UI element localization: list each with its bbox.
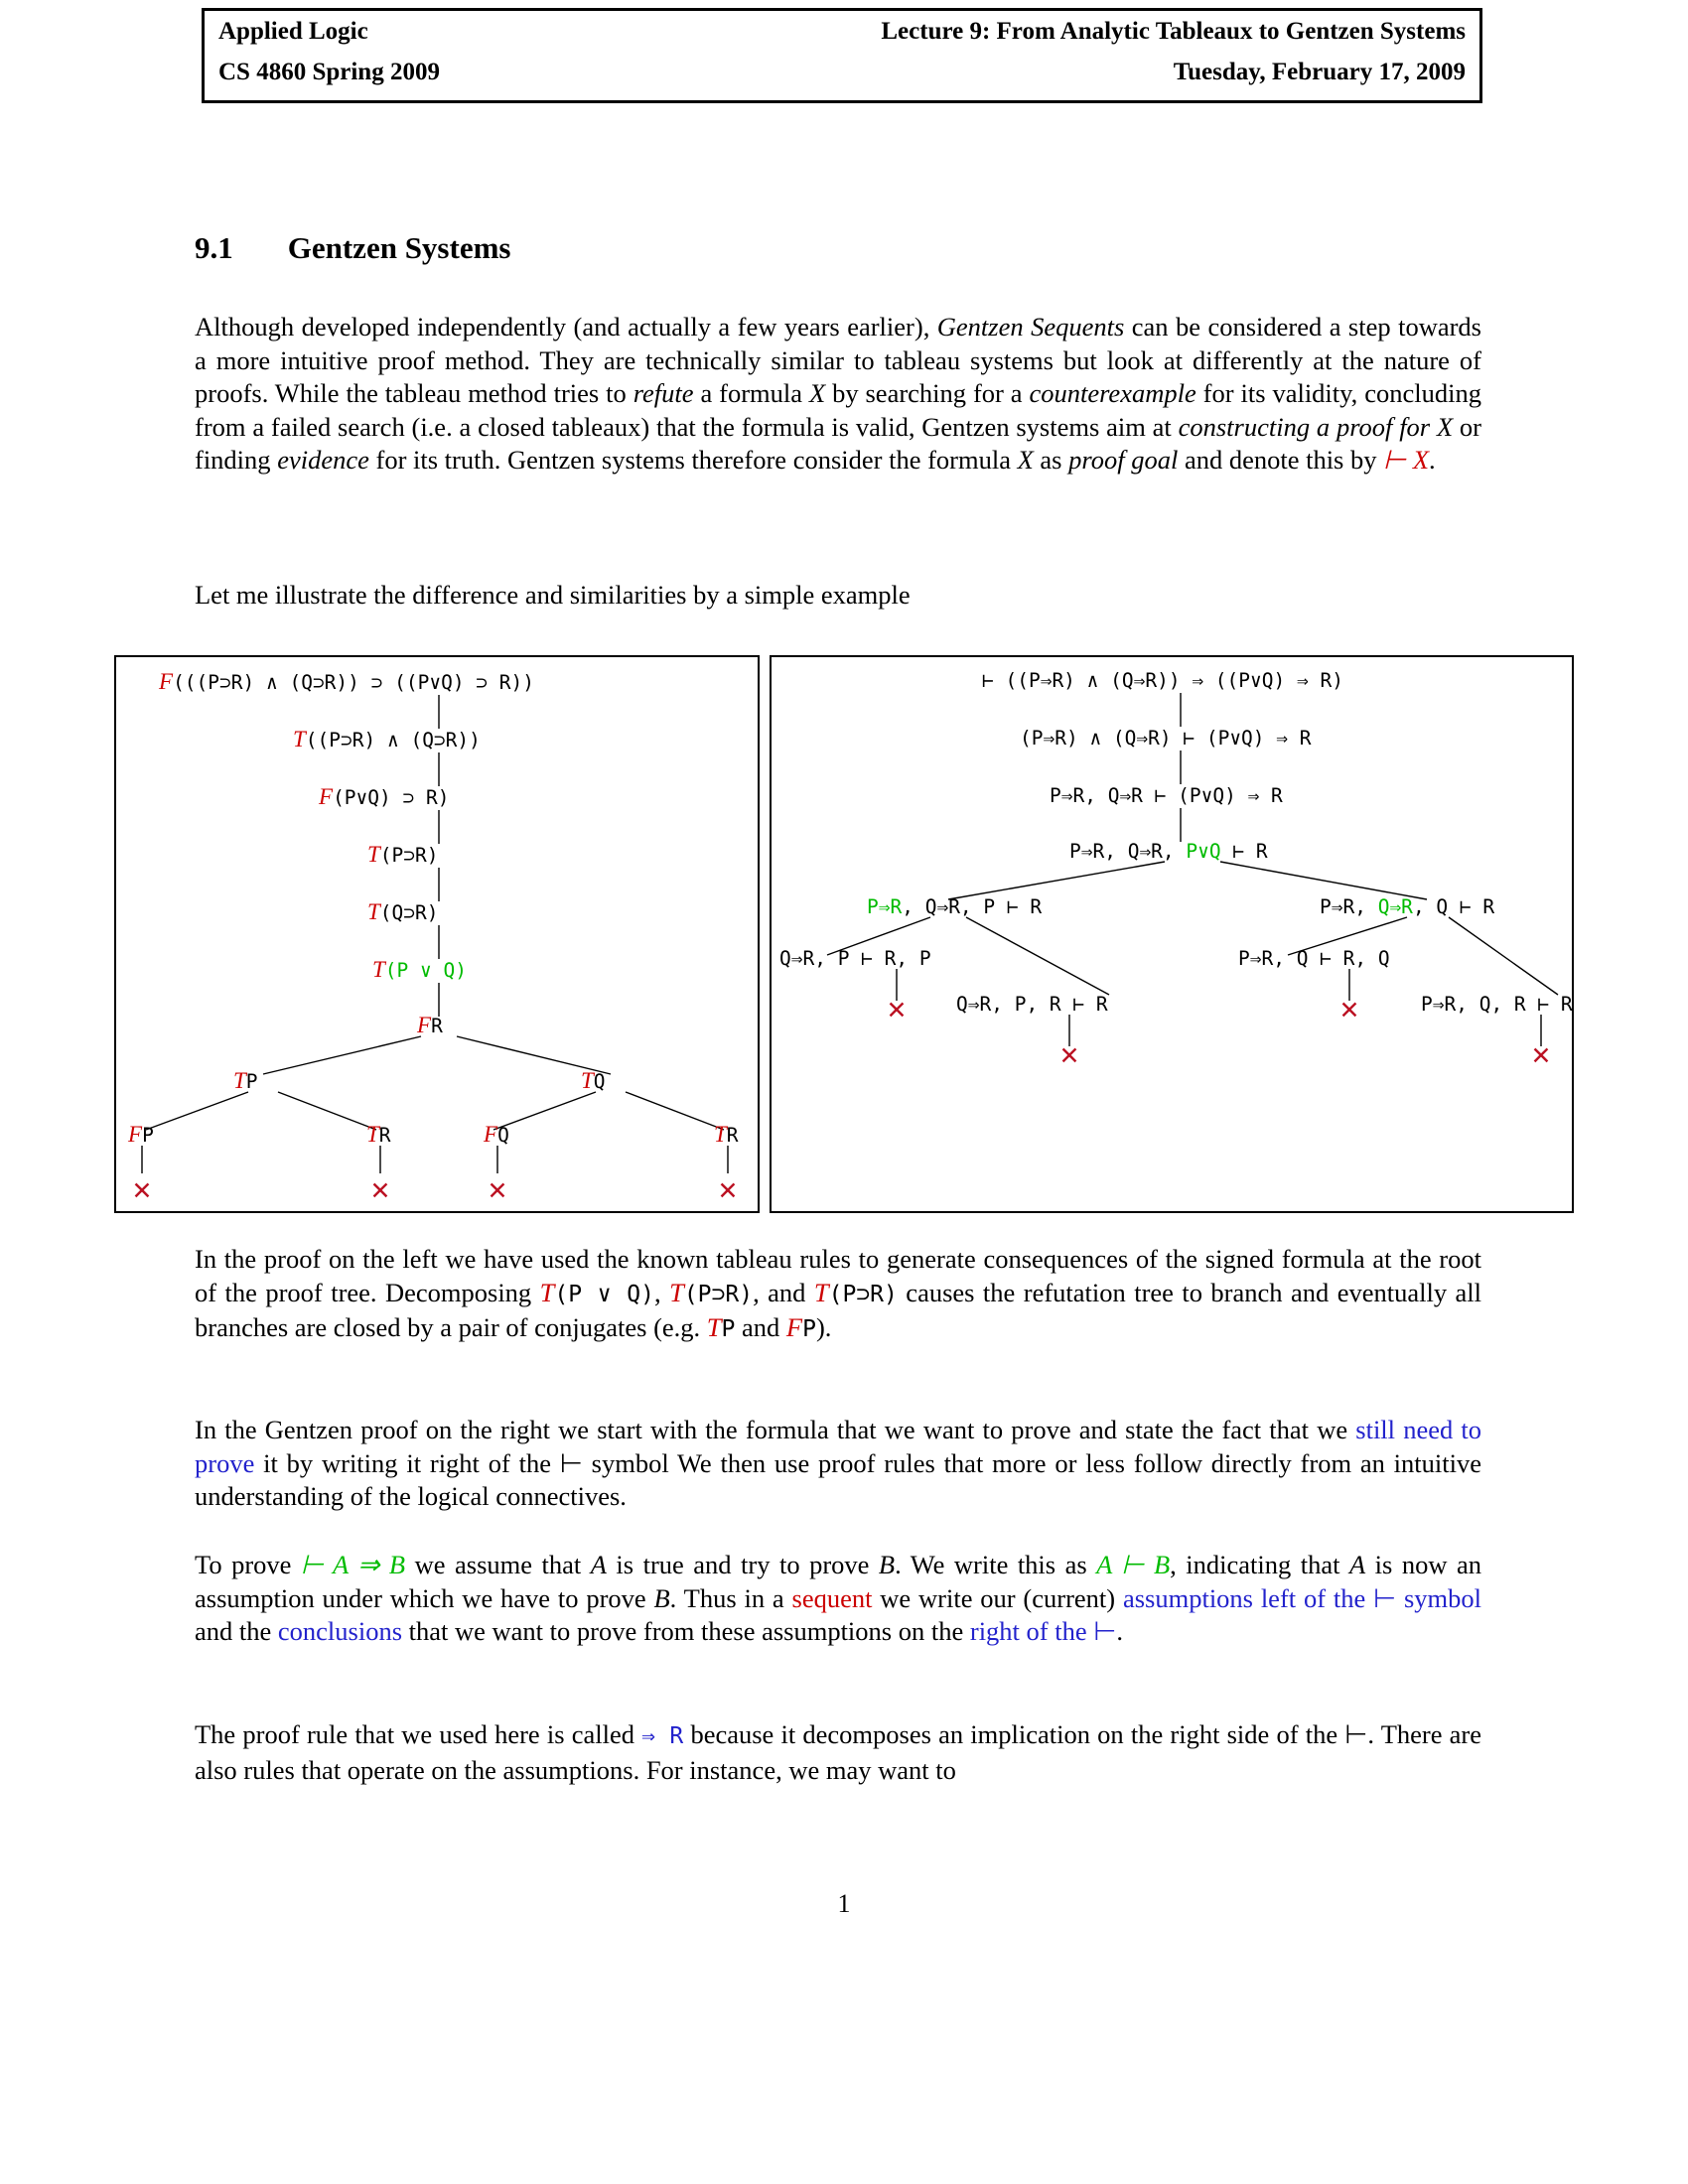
tableau-node: FR bbox=[417, 1013, 443, 1037]
page-number: 1 bbox=[837, 1889, 851, 1918]
tableau-node: FQ bbox=[484, 1122, 509, 1147]
tableau-node: F(((P⊃R) ∧ (Q⊃R)) ⊃ ((P∨Q) ⊃ R)) bbox=[159, 669, 535, 694]
text-run: , and bbox=[753, 1277, 814, 1307]
math-var-x: X bbox=[808, 378, 826, 408]
header-row-top bbox=[205, 11, 1479, 53]
text-run: for its truth. Gentzen systems therefore consider the formula bbox=[368, 445, 1018, 475]
math-var-b: B bbox=[878, 1550, 896, 1579]
tableau-node: TR bbox=[366, 1122, 391, 1147]
gentzen-node: Q⇒R, P ⊢ R, P bbox=[779, 947, 931, 970]
text-run: is true and try to prove bbox=[606, 1550, 879, 1579]
highlight-sequent: sequent bbox=[791, 1582, 873, 1613]
text-run: . We write this as bbox=[895, 1550, 1097, 1579]
tableau-node: F(P∨Q) ⊃ R) bbox=[319, 784, 450, 809]
text-run: that we want to prove from these assumptions on the bbox=[402, 1616, 970, 1646]
sign-T: T bbox=[813, 1277, 829, 1307]
closed-branch-icon: ✕ bbox=[1338, 996, 1360, 1024]
lecture-title: Lecture 9: From Analytic Tableaux to Gentzen Systems bbox=[881, 18, 1466, 45]
tableau-svg bbox=[116, 657, 762, 1215]
text-run: causes the refutation tree to branch and eventually all branches are closed by a pair of conjugates (e.g. bbox=[195, 1277, 1482, 1342]
text-run: In the proof on the left we have used the known tableau rules to generate consequences of the signed formula at the root of the proof tree. Decomposing bbox=[195, 1244, 1481, 1307]
math-var-x: X bbox=[1436, 411, 1454, 442]
header-row-bottom bbox=[205, 53, 1479, 92]
text-run: and bbox=[735, 1312, 786, 1342]
gentzen-node: (P⇒R) ∧ (Q⇒R) ⊢ (P∨Q) ⇒ R bbox=[1020, 727, 1312, 750]
text-run: , indicating that bbox=[1170, 1550, 1349, 1579]
text-run bbox=[1430, 412, 1437, 442]
tableau-node: TP bbox=[233, 1068, 258, 1093]
closed-branch-icon: ✕ bbox=[1058, 1041, 1080, 1070]
math-seq-a-proves-b: A ⊢ B bbox=[1096, 1550, 1171, 1579]
gentzen-node: P⇒R, Q⇒R ⊢ (P∨Q) ⇒ R bbox=[1050, 784, 1283, 807]
text-run: and the bbox=[195, 1616, 278, 1646]
course-name: Applied Logic bbox=[218, 18, 368, 45]
text-run: . Thus in a bbox=[669, 1582, 792, 1613]
gentzen-node: ⊢ ((P⇒R) ∧ (Q⇒R)) ⇒ ((P∨Q) ⇒ R) bbox=[982, 669, 1343, 692]
formula-pvq: (P ∨ Q) bbox=[554, 1281, 654, 1307]
text-run: In the Gentzen proof on the right we start with the formula that we want to prove and state the fact that we bbox=[195, 1415, 1356, 1444]
closed-branch-icon: ✕ bbox=[717, 1176, 739, 1205]
highlight-assumptions-left: assumptions left of the ⊢ symbol bbox=[1122, 1582, 1482, 1613]
tableau-node: T((P⊃R) ∧ (Q⊃R)) bbox=[293, 727, 481, 751]
math-var-x: X bbox=[1017, 445, 1034, 475]
lecture-date: Tuesday, February 17, 2009 bbox=[1173, 59, 1466, 85]
text-run: a formula bbox=[693, 378, 809, 408]
highlight-right-of-turnstile: right of the ⊢ bbox=[969, 1616, 1117, 1646]
emph-proof-goal: proof goal bbox=[1068, 445, 1179, 475]
text-run: because it decomposes an implication on the right side of the ⊢. There are also rules that operate on the assumptions. For instance, we may want to bbox=[195, 1719, 1482, 1785]
text-run: ). bbox=[815, 1312, 832, 1342]
rule-name-implies-right: ⇒ R bbox=[641, 1723, 684, 1749]
section-number: 9.1 bbox=[195, 230, 233, 265]
gentzen-node: P⇒R, Q⇒R, Q ⊢ R bbox=[1320, 895, 1495, 918]
math-var-a: A bbox=[590, 1550, 607, 1579]
emph-gentzen-sequents: Gentzen Sequents bbox=[936, 312, 1125, 341]
text-run: as bbox=[1033, 445, 1069, 475]
formula-p: P bbox=[721, 1316, 736, 1342]
tableau-node: FP bbox=[128, 1122, 154, 1147]
text-run: for its validity, concluding from a failed search (i.e. a closed tableaux) that the formula is valid, Gentzen systems aim at bbox=[195, 378, 1481, 442]
course-code-term: CS 4860 Spring 2009 bbox=[218, 59, 440, 85]
paragraph-illustrate: Let me illustrate the difference and similarities by a simple example bbox=[195, 580, 911, 610]
proof-comparison-figure bbox=[114, 655, 1574, 1213]
gentzen-node: P⇒R, Q⇒R, P ⊢ R bbox=[867, 895, 1043, 918]
text-run: . bbox=[1429, 445, 1436, 475]
paragraph-proof-rule bbox=[195, 1718, 1481, 1787]
formula-pir: (P⊃R) bbox=[683, 1281, 754, 1307]
emph-evidence: evidence bbox=[277, 445, 369, 475]
closed-branch-icon: ✕ bbox=[886, 996, 908, 1024]
closed-branch-icon: ✕ bbox=[369, 1176, 391, 1205]
section-heading bbox=[195, 230, 510, 266]
formula-p: P bbox=[802, 1316, 816, 1342]
text-run: The proof rule that we used here is called bbox=[195, 1719, 642, 1749]
formula-pir: (P⊃R) bbox=[828, 1281, 898, 1307]
gentzen-node: Q⇒R, P, R ⊢ R bbox=[956, 993, 1108, 1016]
emph-refute: refute bbox=[633, 378, 694, 408]
gentzen-node: P⇒R, Q ⊢ R, Q bbox=[1238, 947, 1390, 970]
text-run: it by writing it right of the ⊢ symbol We then use proof rules that more or less follow directly from an intuitive understanding of the logical connectives. bbox=[195, 1447, 1481, 1511]
text-run: is now an assumption under which we have to prove bbox=[195, 1550, 1481, 1613]
math-var-b: B bbox=[653, 1582, 670, 1613]
text-run: by searching for a bbox=[825, 378, 1030, 408]
text-run: and denote this by bbox=[1178, 445, 1384, 475]
highlight-conclusions: conclusions bbox=[277, 1616, 403, 1646]
emph-counterexample: counterexample bbox=[1029, 378, 1196, 408]
sign-T: T bbox=[539, 1277, 555, 1307]
sign-F: F bbox=[785, 1312, 803, 1342]
gentzen-node: P⇒R, Q, R ⊢ R bbox=[1421, 993, 1573, 1016]
text-run: we write our (current) bbox=[872, 1582, 1123, 1613]
lecture-header-box bbox=[202, 8, 1482, 103]
tableau-proof-panel bbox=[114, 655, 760, 1213]
closed-branch-icon: ✕ bbox=[1530, 1041, 1552, 1070]
paragraph-intro bbox=[195, 311, 1481, 478]
sign-T: T bbox=[706, 1312, 722, 1342]
gentzen-proof-panel bbox=[770, 655, 1574, 1213]
gentzen-node: P⇒R, Q⇒R, P∨Q ⊢ R bbox=[1069, 840, 1268, 863]
tableau-node: T(Q⊃R) bbox=[367, 899, 439, 924]
text-run: , bbox=[653, 1277, 670, 1307]
gentzen-svg bbox=[772, 657, 1576, 1215]
tableau-node: T(P⊃R) bbox=[367, 842, 439, 867]
text-run: To prove bbox=[195, 1550, 301, 1579]
text-run: or finding bbox=[195, 411, 1482, 475]
emph-constructing-proof: constructing a proof for bbox=[1178, 411, 1431, 442]
closed-branch-icon: ✕ bbox=[487, 1176, 508, 1205]
math-seq-implies: ⊢ A ⇒ B bbox=[300, 1550, 406, 1579]
math-var-a: A bbox=[1348, 1550, 1366, 1579]
tableau-node: TR bbox=[714, 1122, 739, 1147]
highlight-still-need-to-prove: still need to prove bbox=[195, 1415, 1481, 1478]
paragraph-tableau-explanation bbox=[195, 1243, 1481, 1347]
text-run: . bbox=[1116, 1616, 1123, 1646]
math-turnstile-x: ⊢ X bbox=[1383, 445, 1430, 475]
section-title: Gentzen Systems bbox=[287, 230, 511, 265]
tableau-node: T(P ∨ Q) bbox=[372, 957, 467, 982]
text-run: can be considered a step towards a more intuitive proof method. They are technically similar to tableau systems but look at differently at the nature of proofs. While the tableau method tries to bbox=[195, 312, 1481, 408]
paragraph-sequent-definition bbox=[195, 1549, 1481, 1649]
closed-branch-icon: ✕ bbox=[131, 1176, 153, 1205]
text-run: Although developed independently (and actually a few years earlier), bbox=[195, 312, 937, 341]
tableau-node: TQ bbox=[581, 1068, 606, 1093]
text-run: we assume that bbox=[405, 1550, 591, 1579]
sign-T: T bbox=[669, 1277, 684, 1307]
paragraph-gentzen-explanation bbox=[195, 1414, 1481, 1514]
